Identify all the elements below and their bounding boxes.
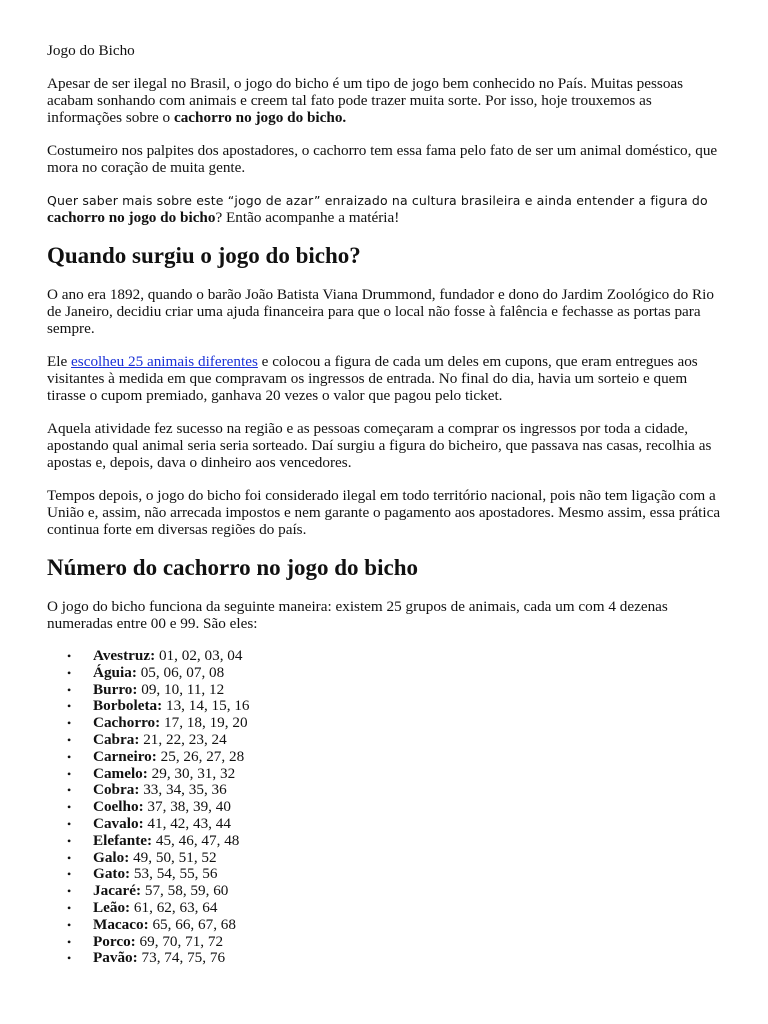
bullet-icon: • (67, 833, 72, 848)
intro-bold-keyword-2: cachorro no jogo do bicho (47, 209, 216, 226)
animal-list-item (47, 749, 723, 766)
bullet-icon: • (67, 951, 72, 966)
bullet-icon: • (67, 732, 72, 747)
animal-name: Porco: (93, 932, 136, 950)
bullet-icon: • (67, 934, 72, 949)
section-heading-numbers: Número do cachorro no jogo do bicho (47, 555, 418, 580)
origin-rest-text: e colocou a figura de cada um deles em cupons, que eram entregues aos visitantes à medida em que compravam os ingressos de entrada. No final do dia, havia um sorteio e quem tirasse o cupom premiado, ganhava 20 vezes o valor que pagou pelo ticket. (47, 353, 698, 404)
animal-list-item (47, 766, 723, 783)
intro-paragraph-2: Costumeiro nos palpites dos apostadores, o cachorro tem essa fama pelo fato de ser um animal doméstico, que mora no coração de muita gente. (47, 142, 718, 176)
animal-name: Cavalo: (93, 814, 144, 832)
animal-list-item (47, 900, 723, 917)
intro-paragraph-3 (47, 192, 723, 226)
numbers-intro-paragraph: O jogo do bicho funciona da seguinte maneira: existem 25 grupos de animais, cada um com 4 dezenas numeradas entre 00 e 99. São eles: (47, 598, 668, 632)
animal-list-item (47, 682, 723, 699)
bullet-icon: • (67, 917, 72, 932)
bullet-icon: • (67, 850, 72, 865)
animal-name: Galo: (93, 848, 130, 866)
intro-tail-text: ? Então acompanhe a matéria! (215, 209, 400, 226)
animal-numbers: 49, 50, 51, 52 (129, 848, 217, 866)
animal-name: Avestruz: (93, 647, 156, 664)
origin-paragraph-3: Aquela atividade fez sucesso na região e as pessoas começaram a comprar os ingressos por toda a cidade, apostando qual animal seria seria sorteado. Daí surgiu a figura do bicheiro, que passava nas casas, recolhia as apostas e, depois, dava o dinheiro aos vencedores. (47, 420, 712, 471)
animal-numbers: 01, 02, 03, 04 (155, 647, 243, 664)
animal-groups-list (47, 648, 723, 967)
animals-link[interactable]: escolheu 25 animais diferentes (71, 353, 258, 370)
bullet-icon: • (67, 816, 72, 831)
bullet-icon: • (67, 682, 72, 697)
animal-list-item (47, 665, 723, 682)
intro-bold-keyword: cachorro no jogo do bicho. (173, 109, 347, 126)
intro-question-text: Quer saber mais sobre este “jogo de azar” enraizado na cultura brasileira e ainda entender a figura do (47, 193, 708, 208)
animal-list-item (47, 732, 723, 749)
origin-paragraph-4: Tempos depois, o jogo do bicho foi considerado ilegal em todo território nacional, pois não tem ligação com a União e, assim, não arrecada impostos e nem garante o pagamento aos apostadores. Mesmo assim, essa prática continua forte em diversas regiões do país. (47, 487, 721, 538)
bullet-icon: • (67, 867, 72, 882)
animal-list-item (47, 850, 723, 867)
animal-numbers: 41, 42, 43, 44 (143, 814, 231, 832)
animal-list-item (47, 715, 723, 732)
animal-list-item (47, 883, 723, 900)
bullet-icon: • (67, 649, 72, 663)
animal-numbers: 13, 14, 15, 16 (162, 697, 250, 715)
animal-name: Camelo: (93, 764, 148, 782)
bullet-icon: • (67, 699, 72, 714)
section-heading-origin: Quando surgiu o jogo do bicho? (47, 243, 361, 268)
animal-name: Macaco: (93, 915, 149, 933)
animal-name: Coelho: (93, 798, 144, 816)
bullet-icon: • (67, 884, 72, 899)
animal-name: Águia: (93, 663, 137, 681)
animal-name: Cachorro: (93, 714, 161, 732)
animal-numbers: 17, 18, 19, 20 (160, 714, 248, 732)
animal-name: Elefante: (93, 831, 153, 849)
animal-numbers: 25, 26, 27, 28 (156, 747, 245, 765)
animal-name: Cobra: (93, 781, 140, 799)
animal-numbers: 05, 06, 07, 08 (136, 663, 225, 681)
animal-list-item (47, 782, 723, 799)
animal-list-item (47, 866, 723, 883)
origin-paragraph-2 (47, 353, 723, 404)
bullet-icon: • (67, 665, 72, 680)
animal-numbers: 65, 66, 67, 68 (148, 915, 236, 933)
animal-numbers: 29, 30, 31, 32 (147, 764, 236, 782)
animal-list-item (47, 934, 723, 951)
animal-list-item (47, 698, 723, 715)
animal-numbers: 37, 38, 39, 40 (143, 798, 231, 816)
animal-numbers: 33, 34, 35, 36 (139, 781, 227, 799)
animal-name: Jacaré: (93, 882, 142, 900)
bullet-icon: • (67, 800, 72, 815)
animal-name: Carneiro: (93, 747, 157, 765)
origin-paragraph-1: O ano era 1892, quando o barão João Batista Viana Drummond, fundador e dono do Jardim Zoológico do Rio de Janeiro, decidiu criar uma ajuda financeira para que o local não fosse à falência e fechasse as portas para sempre. (47, 286, 714, 337)
animal-numbers: 53, 54, 55, 56 (130, 865, 218, 883)
animal-name: Leão: (93, 898, 131, 916)
animal-list-item (47, 799, 723, 816)
document-page (47, 42, 723, 967)
animal-numbers: 69, 70, 71, 72 (135, 932, 224, 950)
origin-lead-text: Ele (47, 353, 72, 370)
animal-numbers: 45, 46, 47, 48 (152, 831, 240, 849)
animal-list-item (47, 833, 723, 850)
intro-paragraph-1 (47, 75, 723, 126)
bullet-icon: • (67, 716, 72, 731)
bullet-icon: • (67, 749, 72, 764)
animal-name: Gato: (93, 865, 131, 883)
animal-name: Pavão: (93, 949, 138, 967)
bullet-icon: • (67, 783, 72, 798)
animal-name: Cabra: (93, 730, 140, 748)
intro-text: Apesar de ser ilegal no Brasil, o jogo do bicho é um tipo de jogo bem conhecido no País. Muitas pessoas acabam sonhando com animais e creem tal fato pode trazer muita sorte. Por isso, hoje trouxemos as informações sobre o (47, 75, 684, 126)
document-title: Jogo do Bicho (47, 42, 135, 59)
animal-name: Borboleta: (93, 697, 163, 715)
animal-list-item (47, 917, 723, 934)
bullet-icon: • (67, 900, 72, 915)
animal-numbers: 21, 22, 23, 24 (139, 730, 227, 748)
animal-numbers: 61, 62, 63, 64 (130, 898, 218, 916)
animal-numbers: 57, 58, 59, 60 (141, 882, 229, 900)
animal-numbers: 73, 74, 75, 76 (137, 949, 226, 967)
animal-numbers: 09, 10, 11, 12 (137, 680, 225, 698)
animal-list-item (47, 816, 723, 833)
animal-name: Burro: (93, 680, 138, 698)
animal-list-item (47, 950, 723, 967)
bullet-icon: • (67, 766, 72, 781)
animal-list-item (47, 648, 723, 665)
